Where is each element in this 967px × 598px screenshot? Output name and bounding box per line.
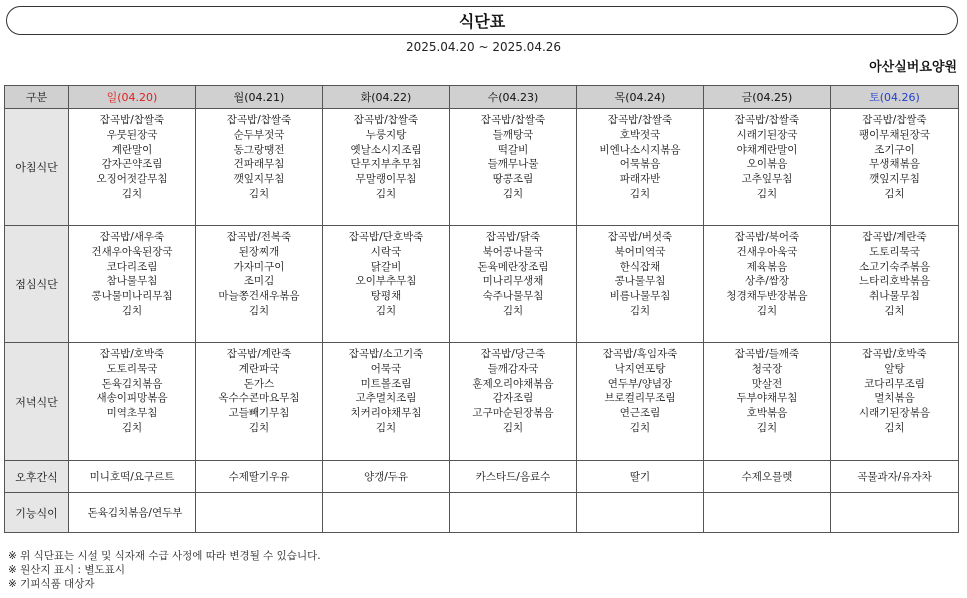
breakfast-cell — [69, 109, 196, 226]
menu-item: 잡곡밥/찹쌀죽 — [480, 114, 546, 126]
snack-item: 카스타드/음료수 — [475, 471, 551, 483]
menu-item: 청국장 — [751, 362, 783, 375]
menu-item: 잡곡밥/흑임자죽 — [602, 348, 678, 360]
menu-item: 돈육메란장조림 — [477, 260, 549, 273]
breakfast-cell — [323, 109, 450, 226]
functional-cell — [450, 493, 577, 533]
menu-item: 건파래무침 — [233, 158, 285, 171]
menu-item: 코다리조림 — [106, 260, 158, 273]
day-header-label: 금(04.25) — [741, 91, 793, 104]
menu-item: 무생채볶음 — [869, 158, 920, 171]
menu-item: 건새우아욱국 — [736, 245, 798, 258]
menu-item: 감자조림 — [492, 392, 534, 405]
functional-cell — [577, 493, 704, 533]
menu-item: 옥수수콘마요무침 — [218, 392, 300, 405]
breakfast-cell — [196, 109, 323, 226]
menu-item: 순두부젓국 — [233, 128, 285, 141]
note-line: ※ 원산지 표시 : 별도표시 — [8, 564, 125, 576]
day-header-label: 화(04.22) — [360, 91, 412, 104]
menu-item: 들깨감자국 — [487, 362, 539, 375]
lunch-cell — [323, 226, 450, 343]
row-breakfast — [5, 109, 959, 226]
menu-item: 브로컬리무조림 — [604, 392, 676, 405]
menu-item: 잡곡밥/북어죽 — [734, 231, 800, 243]
menu-item: 돈육김치볶음 — [101, 377, 163, 390]
menu-item: 북어콩나물국 — [482, 245, 544, 258]
menu-item: 탕평채 — [370, 290, 402, 303]
menu-item: 두부야채무침 — [736, 392, 798, 405]
row-label-functional: 기능식이 — [5, 493, 69, 533]
functional-item — [764, 507, 770, 519]
dinner-cell — [69, 343, 196, 461]
menu-item: 김치 — [629, 304, 651, 317]
menu-item: 잡곡밥/새우죽 — [99, 231, 165, 243]
day-header-label: 일(04.20) — [106, 91, 158, 104]
menu-item: 김치 — [375, 187, 397, 200]
menu-item: 느타리호박볶음 — [858, 275, 930, 288]
menu-item: 잡곡밥/계란죽 — [862, 231, 927, 243]
snack-item: 딸기 — [629, 471, 651, 483]
title-text: 식단표 — [458, 12, 506, 31]
page-title — [6, 6, 958, 35]
menu-item: 상추/쌈장 — [744, 275, 790, 288]
menu-item: 연근조림 — [619, 407, 661, 420]
menu-item: 콩나물미나리무침 — [91, 290, 173, 303]
menu-item: 훈제오리야채볶음 — [472, 377, 554, 390]
day-header-label: 월(04.21) — [233, 91, 285, 104]
menu-item: 김치 — [502, 421, 524, 434]
dinner-cell — [577, 343, 704, 461]
menu-item: 김치 — [248, 304, 270, 317]
menu-item: 시래기된장볶음 — [858, 407, 930, 420]
breakfast-cell — [704, 109, 831, 226]
day-header-label: 토(04.26) — [869, 91, 920, 104]
menu-item: 깻잎지무침 — [869, 173, 920, 186]
menu-item: 된장찌개 — [238, 245, 280, 258]
menu-item: 잡곡밥/찹쌀죽 — [99, 114, 165, 126]
menu-item: 김치 — [756, 304, 778, 317]
menu-item: 코다리무조림 — [864, 377, 925, 390]
breakfast-cell — [831, 109, 959, 226]
menu-item: 들깨탕국 — [492, 128, 534, 141]
functional-item — [510, 507, 516, 519]
day-header-label: 목(04.24) — [614, 91, 666, 104]
menu-item: 고추잎무침 — [741, 173, 793, 186]
menu-item: 조미김 — [243, 275, 275, 288]
menu-item: 김치 — [121, 304, 143, 317]
menu-item: 김치 — [756, 421, 778, 434]
dinner-cell — [704, 343, 831, 461]
menu-item: 누룽지탕 — [365, 128, 407, 141]
menu-item: 제육볶음 — [746, 260, 788, 273]
menu-item: 잡곡밥/당근죽 — [480, 348, 546, 360]
organization-name: 아산실버요양원 — [869, 60, 957, 75]
menu-item: 시락국 — [370, 245, 402, 258]
functional-cell — [704, 493, 831, 533]
functional-item: 돈육김치볶음/연두부 — [87, 507, 183, 519]
menu-item: 고구마순된장볶음 — [472, 407, 554, 420]
menu-item: 잡곡밥/찹쌀죽 — [607, 114, 673, 126]
snack-item: 곡물과자/유자차 — [857, 471, 932, 483]
lunch-cell — [196, 226, 323, 343]
date-range: 2025.04.20 ~ 2025.04.26 — [405, 40, 562, 54]
menu-item: 잡곡밥/찹쌀죽 — [226, 114, 292, 126]
row-snack — [5, 461, 959, 493]
menu-item: 잡곡밥/찹쌀죽 — [734, 114, 800, 126]
menu-item: 무말랭이무침 — [355, 173, 417, 186]
notes — [8, 549, 321, 591]
menu-item: 계란파국 — [238, 362, 280, 375]
menu-item: 미역초무침 — [106, 407, 158, 420]
menu-item: 야채계란말이 — [736, 143, 798, 156]
day-header — [196, 86, 323, 109]
menu-item: 잡곡밥/소고기죽 — [348, 348, 424, 360]
functional-cell — [196, 493, 323, 533]
menu-item: 계란말이 — [111, 143, 153, 156]
menu-item: 오이볶음 — [746, 158, 788, 171]
menu-item: 잡곡밥/단호박죽 — [348, 231, 424, 243]
menu-item: 알탕 — [884, 362, 905, 375]
menu-item: 건새우아욱된장국 — [91, 245, 173, 258]
menu-item: 잡곡밥/버섯죽 — [607, 231, 673, 243]
menu-item: 멸치볶음 — [874, 392, 915, 405]
menu-item: 김치 — [884, 187, 905, 200]
menu-item: 잡곡밥/계란죽 — [226, 348, 292, 360]
snack-cell — [69, 461, 196, 493]
lunch-cell — [69, 226, 196, 343]
menu-item: 김치 — [502, 187, 524, 200]
menu-item: 콩나물무침 — [614, 275, 666, 288]
menu-item: 김치 — [629, 187, 651, 200]
menu-item: 낙지연포탕 — [614, 362, 666, 375]
menu-item: 잡곡밥/닭죽 — [485, 231, 541, 243]
menu-item: 시래기된장국 — [736, 128, 798, 141]
menu-item: 취나물무침 — [869, 290, 920, 303]
menu-item: 김치 — [629, 421, 651, 434]
menu-item: 팽이무채된장국 — [858, 128, 930, 141]
note-line: ※ 기피식품 대상자 — [8, 578, 95, 590]
menu-item: 미나리무생채 — [482, 275, 544, 288]
row-label-snack: 오후간식 — [5, 461, 69, 493]
menu-item: 김치 — [248, 421, 270, 434]
day-header — [69, 86, 196, 109]
menu-item: 잡곡밥/찹쌀죽 — [862, 114, 927, 126]
menu-item: 오징어젓갈무침 — [96, 173, 168, 186]
functional-item — [256, 507, 262, 519]
menu-item: 김치 — [121, 421, 143, 434]
menu-item: 참나물무침 — [106, 275, 158, 288]
menu-item: 호박젓국 — [619, 128, 661, 141]
menu-item: 마늘쫑건새우볶음 — [218, 290, 300, 303]
menu-item: 땅콩조림 — [492, 173, 534, 186]
lunch-cell — [704, 226, 831, 343]
dinner-cell — [196, 343, 323, 461]
note-line: ※ 위 식단표는 시설 및 식자재 수급 사정에 따라 변경될 수 있습니다. — [8, 550, 321, 562]
day-header — [577, 86, 704, 109]
menu-item: 어묵국 — [370, 362, 402, 375]
functional-item — [637, 507, 643, 519]
menu-item: 김치 — [884, 421, 905, 434]
corner-cell: 구분 — [5, 86, 69, 109]
snack-item: 양갱/두유 — [363, 471, 409, 483]
menu-item: 김치 — [756, 187, 778, 200]
menu-item: 잡곡밥/호박죽 — [862, 348, 927, 360]
functional-cell — [831, 493, 959, 533]
menu-item: 어묵볶음 — [619, 158, 661, 171]
menu-item: 옛날소시지조림 — [350, 143, 422, 156]
snack-cell — [450, 461, 577, 493]
menu-item: 호박볶음 — [746, 407, 788, 420]
day-header — [450, 86, 577, 109]
day-header — [704, 86, 831, 109]
functional-item — [383, 507, 389, 519]
menu-item: 김치 — [248, 187, 270, 200]
menu-item: 깻잎지무침 — [233, 173, 285, 186]
weekly-menu-table — [4, 85, 959, 533]
menu-item: 들깨무나물 — [487, 158, 539, 171]
menu-item: 파래자반 — [619, 173, 661, 186]
menu-item: 고들빼기무침 — [228, 407, 290, 420]
snack-cell — [196, 461, 323, 493]
menu-item: 김치 — [884, 304, 905, 317]
menu-item: 맛살전 — [751, 377, 783, 390]
menu-item: 김치 — [375, 304, 397, 317]
menu-item: 단무지부추무침 — [350, 158, 422, 171]
functional-item — [892, 507, 898, 519]
row-functional — [5, 493, 959, 533]
snack-item: 미니호떡/요구르트 — [89, 471, 175, 483]
menu-item: 미트볼조림 — [360, 377, 412, 390]
menu-item: 떡갈비 — [497, 143, 529, 156]
menu-item: 잡곡밥/전복죽 — [226, 231, 292, 243]
menu-item: 고추멸치조림 — [355, 392, 417, 405]
breakfast-cell — [577, 109, 704, 226]
menu-item: 치커리야채무침 — [350, 407, 422, 420]
menu-item: 새송이피망볶음 — [96, 392, 168, 405]
menu-item: 조기구이 — [874, 143, 915, 156]
menu-item: 도토리묵국 — [106, 362, 158, 375]
functional-cell — [323, 493, 450, 533]
menu-item: 비엔나소시지볶음 — [599, 143, 681, 156]
functional-cell — [69, 493, 196, 533]
dinner-cell — [450, 343, 577, 461]
day-header — [323, 86, 450, 109]
menu-item: 돈가스 — [243, 377, 275, 390]
day-header-label: 수(04.23) — [487, 91, 539, 104]
breakfast-cell — [450, 109, 577, 226]
snack-item: 수제오믈렛 — [741, 471, 793, 483]
menu-item: 김치 — [375, 421, 397, 434]
menu-item: 닭갈비 — [370, 260, 402, 273]
menu-item: 연두부/양념장 — [607, 377, 673, 390]
menu-item: 김치 — [121, 187, 143, 200]
menu-item: 오이부추무침 — [355, 275, 417, 288]
menu-item: 김치 — [502, 304, 524, 317]
row-dinner — [5, 343, 959, 461]
header-row — [5, 86, 959, 109]
menu-item: 비름나물무침 — [609, 290, 671, 303]
snack-cell — [704, 461, 831, 493]
snack-cell — [831, 461, 959, 493]
menu-item: 북어미역국 — [614, 245, 666, 258]
menu-item: 소고기숙주볶음 — [858, 260, 930, 273]
menu-item: 청경채두반장볶음 — [726, 290, 808, 303]
row-label-dinner: 저녁식단 — [5, 343, 69, 461]
menu-item: 잡곡밥/찹쌀죽 — [353, 114, 419, 126]
menu-item: 가자미구이 — [233, 260, 285, 273]
menu-item: 잡곡밥/호박죽 — [99, 348, 165, 360]
lunch-cell — [831, 226, 959, 343]
dinner-cell — [323, 343, 450, 461]
menu-item: 감자곤약조림 — [101, 158, 163, 171]
menu-item: 잡곡밥/들깨죽 — [734, 348, 800, 360]
menu-item: 도토리묵국 — [869, 245, 920, 258]
snack-item: 수제딸기우유 — [228, 471, 290, 483]
snack-cell — [577, 461, 704, 493]
dinner-cell — [831, 343, 959, 461]
lunch-cell — [450, 226, 577, 343]
lunch-cell — [577, 226, 704, 343]
row-lunch — [5, 226, 959, 343]
menu-item: 우뭇된장국 — [106, 128, 158, 141]
row-label-breakfast: 아침식단 — [5, 109, 69, 226]
menu-item: 동그랑땡전 — [233, 143, 285, 156]
snack-cell — [323, 461, 450, 493]
menu-item: 숙주나물무침 — [482, 290, 544, 303]
day-header — [831, 86, 959, 109]
row-label-lunch: 점심식단 — [5, 226, 69, 343]
menu-item: 한식잡채 — [619, 260, 661, 273]
